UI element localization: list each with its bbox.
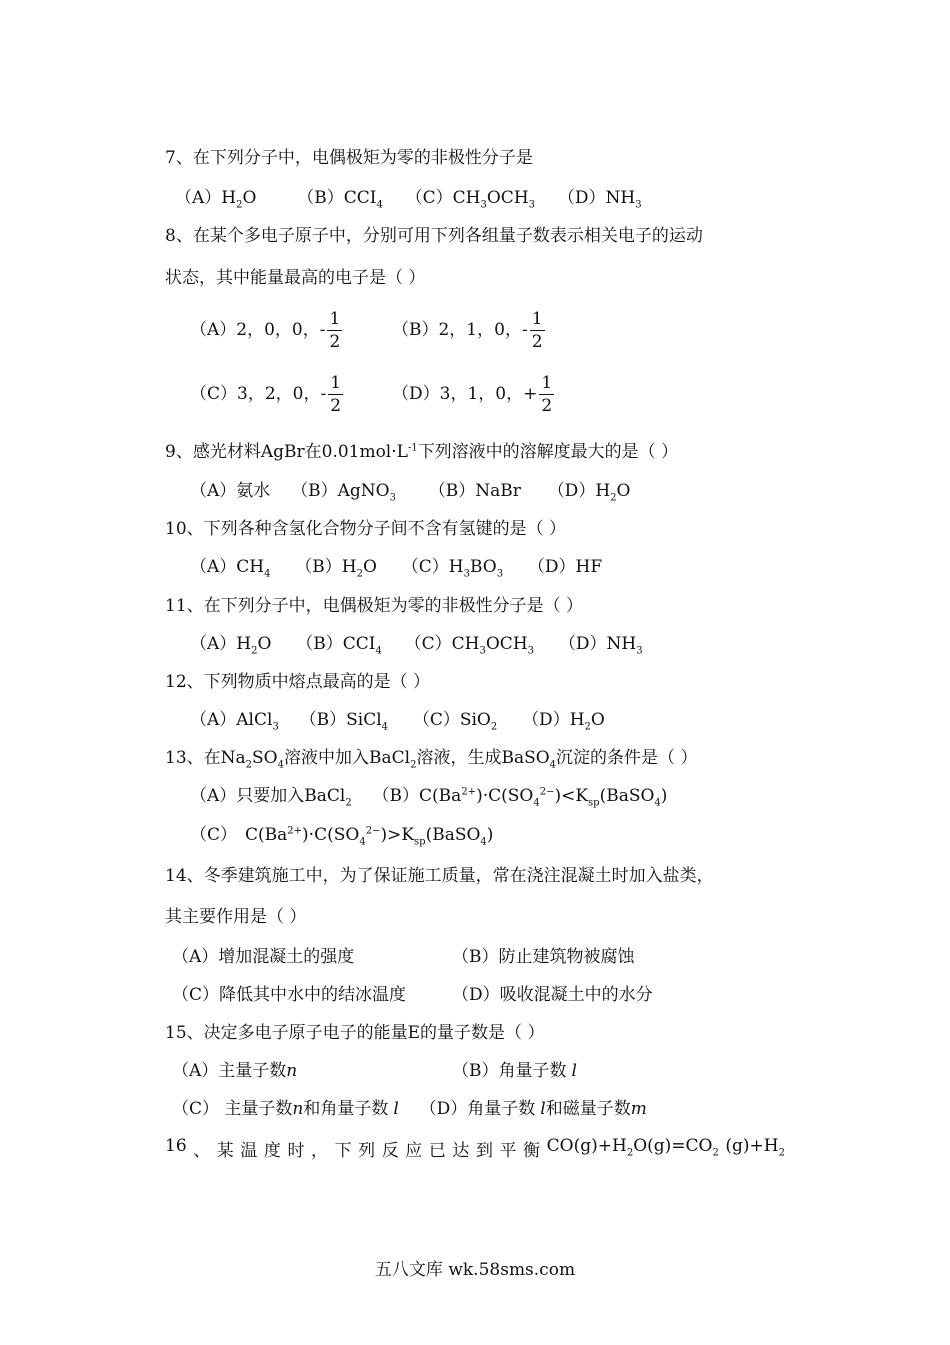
q9-option-d: $(D)H_2O$ (547, 481, 631, 504)
fraction-half: $\frac{1}{2}$ (329, 309, 341, 352)
q13-option-c: （C） $C(Ba^{2+})\cdot C(SO_4^{2-})>K_{sp}(BaSO_4)$ (190, 825, 494, 848)
q11-stem: 11、在下列分子中，电偶极矩为零的非极性分子是（ ） (165, 596, 584, 616)
q10-option-c: $(C)H_3BO_3$ (401, 557, 504, 580)
fraction-half: $\frac{1}{2}$ (541, 373, 553, 416)
fraction-half: $\frac{1}{2}$ (330, 373, 342, 416)
q16-equation-part2: $(g)+H_2$ (725, 1136, 785, 1159)
q7-options (175, 186, 642, 210)
q10-option-d: （D）HF (527, 557, 603, 577)
q14-stem-line2: 其主要作用是（ ） (165, 907, 307, 927)
q9-options (190, 479, 630, 503)
q14-option-c: （C）降低其中水中的结冰温度 (172, 985, 407, 1005)
fraction-half: $\frac{1}{2}$ (531, 309, 543, 352)
q15-option-c: （C） 主量子数n和角量子数 l (172, 1099, 399, 1119)
q16-equation-part1: $CO(g)+H_2O(g)=CO_2$ (546, 1136, 719, 1159)
q11-option-c: $(C)CH_3OCH_3$ (404, 634, 535, 657)
q15-option-d: （D）角量子数 l和磁量子数m (419, 1099, 647, 1119)
q8-option-a: （A）2，0，0，- $\frac{1}{2}$ (190, 309, 341, 352)
q12-option-c: （C）SiO$_2$ (412, 710, 498, 733)
q8-option-d: （D）3，1，0，+ $\frac{1}{2}$ (392, 373, 553, 416)
q8-option-c: （C）3，2，0，- $\frac{1}{2}$ (190, 373, 342, 416)
q14-stem-line1: 14、冬季建筑施工中，为了保证施工质量，常在浇注混凝土时加入盐类， (165, 866, 714, 886)
q8-stem-line1: 8、在某个多电子原子中，分别可用下列各组量子数表示相关电子的运动 (165, 226, 703, 246)
q10-stem: 10、下列各种含氢化合物分子间不含有氢键的是（ ） (165, 519, 567, 539)
q13-option-b: $(B)C(Ba^{2+})\cdot C(SO_4^{2-})<K_{sp}(BaSO_4)$ (372, 786, 668, 809)
q11-options (190, 632, 643, 656)
q14-option-b: （B）防止建筑物被腐蚀 (452, 947, 635, 967)
q9-option-b: （B）AgNO$_3$ (291, 481, 396, 504)
q9-option-c: （B）NaBr (428, 481, 521, 501)
q7-option-d: $(D)NH_3$ (557, 188, 642, 211)
q9-option-a: （A）氨水 (190, 481, 271, 501)
q12-options (190, 708, 605, 732)
q12-option-d: $(D)H_2O$ (522, 710, 605, 733)
q15-stem: 15、决定多电子原子电子的能量E的量子数是（ ） (165, 1023, 545, 1043)
q15-option-b: （B）角量子数 l (452, 1061, 577, 1081)
q11-option-d: $(D)NH_3$ (558, 634, 643, 657)
q10-options (190, 555, 602, 579)
q11-option-b: $(B)CCI_4$ (296, 634, 382, 657)
q12-option-a: （A）AlCl$_3$ (190, 710, 279, 733)
q13-stem: 13、在$Na_2SO_4$溶液中加入BaCl$_2$溶液，生成BaSO$_4$沉淀的条件是（ ） (165, 748, 698, 771)
q8-option-b: （B）2，1，0，- $\frac{1}{2}$ (392, 309, 543, 352)
q7-stem: 7、在下列分子中，电偶极矩为零的非极性分子是 (165, 148, 533, 168)
q7-option-c: $(C)CH_3OCH_3$ (405, 188, 536, 211)
q15-options-cd (172, 1097, 647, 1121)
q10-option-a: $(A)CH_4$ (190, 557, 271, 580)
q10-option-b: $(B)H_2O$ (295, 557, 377, 580)
q12-option-b: （B）SiCl$_4$ (299, 710, 389, 733)
q15-option-a: （A）主量子数n (172, 1061, 298, 1081)
q7-option-b: $(B)CCI_4$ (297, 188, 383, 211)
q11-option-a: $(A)H_2O$ (190, 634, 272, 657)
q8-stem-line2: 状态，其中能量最高的电子是（ ） (165, 268, 426, 288)
q14-option-d: （D）吸收混凝土中的水分 (452, 985, 653, 1005)
q9-stem: 9、感光材料AgBr在$0.01mol\cdot L^{-1}$下列溶液中的溶解度最大的是（ ） (165, 442, 679, 462)
q13-option-a: （A）只要加入BaCl$_2$ (190, 786, 352, 809)
footer-watermark: 五八文库 wk.58sms.com (374, 1260, 576, 1280)
q12-stem: 12、下列物质中熔点最高的是（ ） (165, 672, 431, 692)
q16-stem: 16 、 某 温 度 时 ， 下 列 反 应 已 达 到 平 衡 $CO(g)+H_2O(g)=CO_2$ $(g)+H_2$ (165, 1136, 785, 1161)
q14-option-a: （A）增加混凝土的强度 (172, 947, 355, 967)
q13-options-ab (190, 784, 667, 808)
q7-option-a: $(A)H_2O$ (175, 188, 257, 211)
